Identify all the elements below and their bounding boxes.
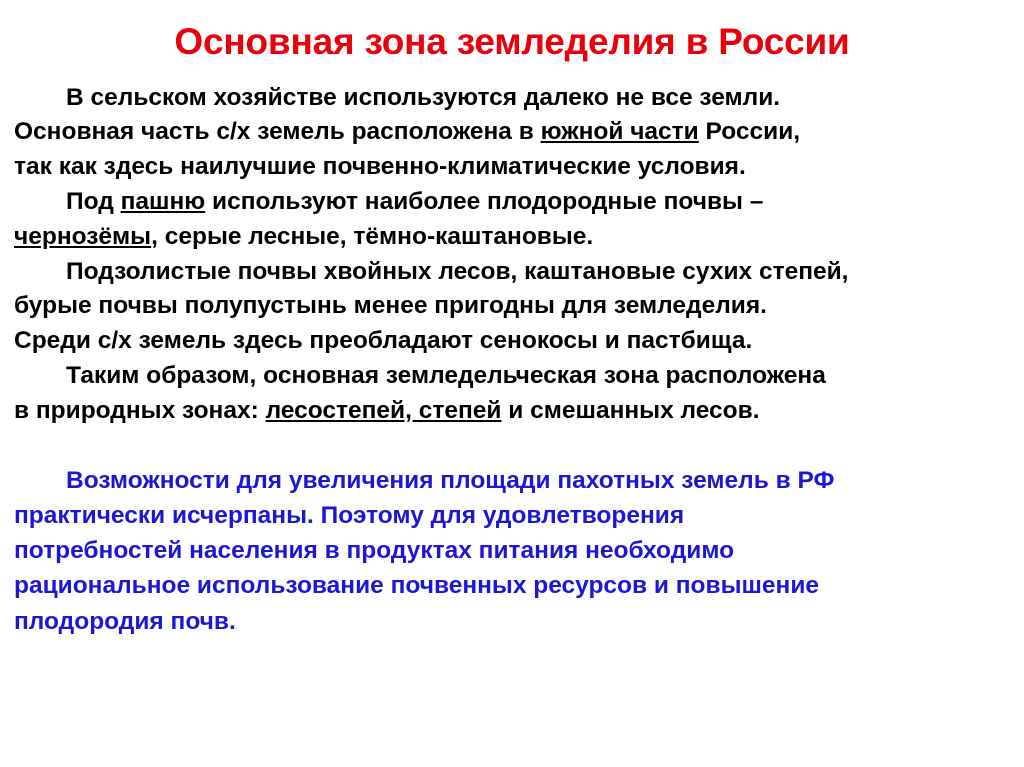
paragraph-1 — [14, 81, 1010, 185]
paragraph-1-line-2-prefix: Основная часть с/х земель расположена в — [14, 118, 541, 146]
underlined-phrase-south-part: южной части — [540, 118, 699, 146]
page-title: Основная зона земледелия в России — [174, 21, 850, 62]
conclusion-line-4: рациональное использование почвенных ресурсов и повышение — [14, 572, 820, 600]
underlined-phrase-arable: пашню — [120, 188, 206, 216]
conclusion-block — [0, 463, 1024, 639]
paragraph-3-line-2: бурые почвы полупустынь менее пригодны для земледелия. — [14, 292, 767, 320]
paragraph-2 — [14, 185, 1010, 255]
body-text — [0, 63, 1024, 429]
conclusion-line-1: Возможности для увеличения площади пахотных земель в РФ — [66, 466, 835, 494]
paragraph-3 — [14, 255, 1010, 359]
paragraph-1-line-2-suffix: России, — [698, 118, 801, 146]
underlined-phrase-zones: лесостепей, степей — [265, 396, 502, 424]
conclusion-line-5: плодородия почв. — [14, 607, 236, 635]
paragraph-2-line-1-prefix: Под — [66, 188, 121, 216]
conclusion-paragraph — [14, 463, 1010, 639]
paragraph-1-line-3: так как здесь наилучшие почвенно-климатические условия. — [14, 153, 746, 181]
paragraph-4 — [14, 359, 1010, 429]
paragraph-4-line-2-suffix: и смешанных лесов. — [501, 396, 760, 424]
conclusion-line-2: практически исчерпаны. Поэтому для удовлетворения — [14, 501, 685, 529]
paragraph-3-line-3: Среди с/х земель здесь преобладают сенокосы и пастбища. — [14, 327, 753, 355]
paragraph-2-line-1-suffix: используют наиболее плодородные почвы – — [205, 188, 764, 216]
underlined-phrase-chernozem: чернозёмы — [14, 222, 152, 250]
paragraph-1-line-1: В сельском хозяйстве используются далеко не все земли. — [66, 83, 781, 111]
paragraph-4-line-2-prefix: в природных зонах: — [14, 396, 266, 424]
paragraph-4-line-1: Таким образом, основная земледельческая зона расположена — [66, 361, 826, 389]
conclusion-line-3: потребностей населения в продуктах питания необходимо — [14, 537, 735, 565]
paragraph-3-line-1: Подзолистые почвы хвойных лесов, каштановые сухих степей, — [66, 257, 849, 285]
paragraph-2-line-2-suffix: , серые лесные, тёмно-каштановые. — [151, 222, 594, 250]
